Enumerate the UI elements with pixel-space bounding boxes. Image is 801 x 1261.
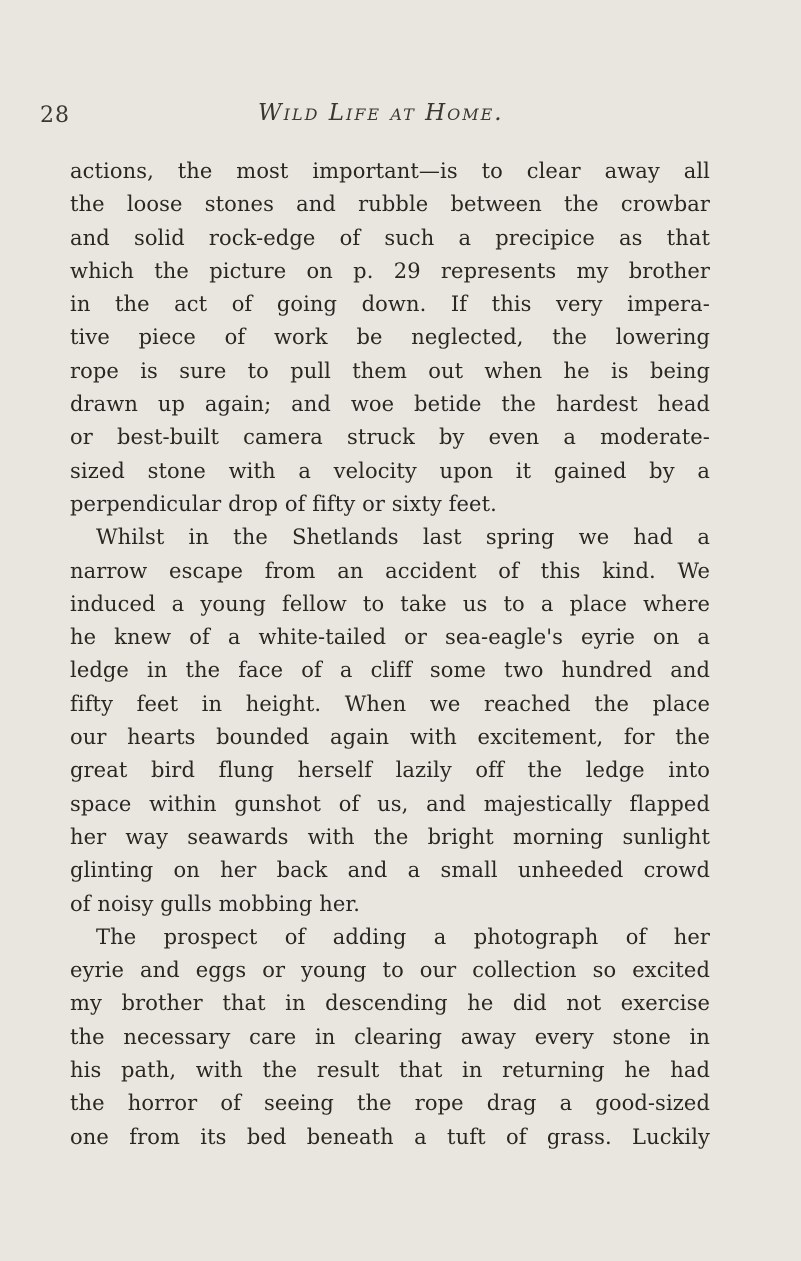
running-head: Wild Life at Home.: [258, 100, 504, 126]
text-line: and solid rock-edge of such a precipice as that: [70, 225, 710, 250]
text-line: which the picture on p. 29 represents my brother: [70, 258, 710, 283]
text-line: his path, with the result that in returning he had: [70, 1058, 710, 1083]
text-line: rope is sure to pull them out when he is being: [70, 358, 710, 383]
paragraph-start-line: The prospect of adding a photograph of her: [96, 924, 710, 949]
text-line: or best-built camera struck by even a moderate-: [70, 425, 710, 450]
text-line: sized stone with a velocity upon it gained by a: [70, 458, 710, 483]
text-line: great bird flung herself lazily off the ledge into: [70, 758, 710, 783]
text-line: one from its bed beneath a tuft of grass. Luckily: [70, 1124, 710, 1149]
text-line: tive piece of work be neglected, the lowering: [70, 325, 710, 350]
paragraph-start-line: Whilst in the Shetlands last spring we had a: [96, 525, 710, 550]
text-line: narrow escape from an accident of this kind. We: [70, 558, 710, 583]
text-line: drawn up again; and woe betide the hardest head: [70, 392, 710, 417]
text-line: in the act of going down. If this very impera-: [70, 292, 710, 317]
body-text: [70, 155, 710, 1154]
text-line: actions, the most important—is to clear away all: [70, 159, 710, 183]
text-line: the horror of seeing the rope drag a good-sized: [70, 1091, 710, 1116]
text-line: glinting on her back and a small unheeded crowd: [70, 858, 710, 883]
text-line: ledge in the face of a cliff some two hundred and: [70, 658, 710, 683]
text-line: space within gunshot of us, and majestically flapped: [70, 791, 710, 816]
text-line: perpendicular drop of fifty or sixty feet.: [70, 491, 497, 516]
text-line: our hearts bounded again with excitement, for the: [70, 725, 710, 750]
text-line: fifty feet in height. When we reached the place: [70, 691, 710, 716]
text-line: her way seawards with the bright morning sunlight: [70, 824, 710, 849]
text-line: the necessary care in clearing away every stone in: [70, 1024, 710, 1049]
text-line: the loose stones and rubble between the crowbar: [70, 192, 710, 217]
text-line: my brother that in descending he did not exercise: [70, 991, 710, 1016]
text-line: he knew of a white-tailed or sea-eagle's eyrie on a: [70, 625, 710, 650]
text-line: eyrie and eggs or young to our collection so excited: [70, 958, 710, 983]
text-line: of noisy gulls mobbing her.: [70, 891, 361, 916]
text-line: induced a young fellow to take us to a place where: [70, 591, 710, 616]
page-number: 28: [40, 103, 70, 128]
